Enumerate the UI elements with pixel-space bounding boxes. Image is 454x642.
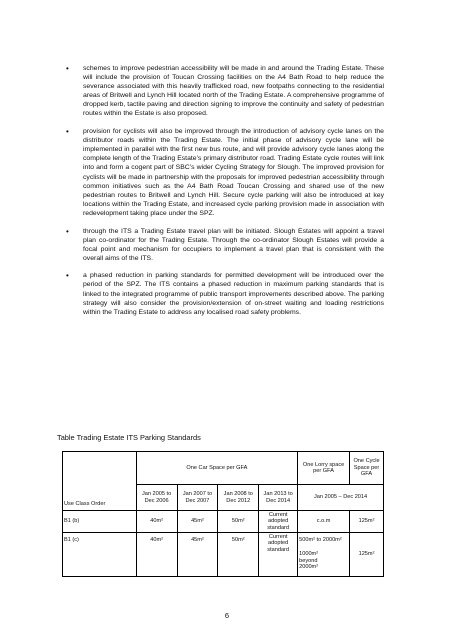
period-cell: Jan 2008 to Dec 2012: [218, 485, 259, 511]
table-cell: 40m²: [136, 511, 177, 533]
table-row: [63, 533, 384, 577]
bullet-list: [66, 64, 384, 325]
period-cell: Jan 2005 to Dec 2006: [136, 485, 177, 511]
header-car: One Car Space per GFA: [136, 452, 297, 485]
bullet-travel-plan: [66, 227, 384, 263]
bullet-text: a phased reduction in parking standards for permitted development will be introduced over the period of the SPZ. The ITS contains a phased reduction in maximum parking standards that is linked to the integrated programme of public transport improvements described above. The parking strategy will also consider the provision/extension of on-street waiting and loading restrictions within the Trading Estate to address any localised road safety problems.: [83, 272, 384, 316]
header-cycle: One Cycle Space per GFA: [350, 452, 384, 485]
bullet-cyclists: [66, 127, 384, 218]
bullet-dot-icon: •: [66, 127, 69, 137]
bullet-pedestrian: [66, 64, 384, 119]
bullet-parking: [66, 271, 384, 316]
parking-standards-table: [62, 451, 384, 577]
lorry-line: 1000m² beyond 2000m²: [299, 551, 319, 571]
bullet-text: schemes to improve pedestrian accessibility will be made in and around the Trading Estate. These will include the provision of Toucan Crossing facilities on the A4 Bath Road to help reduce the severance associated with this heavily trafficked road, new footpaths connecting to the residential areas of Britwell and Lynch Hill located north of the Trading Estate. A comprehensive programme of dropped kerb, tactile paving and direction signing to improve the continuity and safety of pedestrian routes within the Estate is also proposed.: [83, 65, 384, 118]
bullet-dot-icon: •: [66, 271, 69, 281]
table-header-row: [63, 452, 384, 485]
table-caption: Table Trading Estate ITS Parking Standards: [57, 433, 201, 442]
lorry-line: 500m² to 2000m²: [299, 537, 342, 543]
use-class-cell: B1 (c): [63, 533, 137, 577]
use-class-cell: B1 (b): [63, 511, 137, 533]
header-use-class: Use Class Order: [63, 452, 137, 511]
lorry-cell: [298, 533, 350, 577]
header-lorry: One Lorry space per GFA: [298, 452, 350, 485]
bullet-dot-icon: •: [66, 226, 69, 236]
period-cell: Jan 2007 to Dec 2007: [177, 485, 218, 511]
table-cell: Current adopted standard: [259, 511, 298, 533]
cycle-cell: 125m²: [350, 533, 384, 577]
page-number: 6: [224, 611, 230, 620]
bullet-text: provision for cyclists will also be improved through the introduction of advisory cycle lanes on the distributor roads within the Trading Estate. The initial phase of advisory cycle lane will be implemented in parallel with the first new bus route, and will provide advisory cycle lanes along the complete length of the Trading Estate’s primary distributor road. Trading Estate cycle routes will link into and form a cogent part of SBC’s wider Cycling Strategy for Slough. The improved provision for cyclists will be made in partnership with the proposals for improved pedestrian accessibility through common initiatives such as the A4 Bath Road Toucan Crossing and shared use of the new pedestrian routes to Britwell and Lynch Hill. Secure cycle parking will also be introduced at key locations within the Trading Estate, and increased cycle parking provision made in association with redevelopment taking place under the SPZ.: [83, 128, 384, 217]
bullet-text: through the ITS a Trading Estate travel plan will be initiated. Slough Estates will appoint a travel plan co-ordinator for the Trading Estate. Through the co-ordinator Slough Estates will provide a focal point and mechanism for occupiers to implement a travel plan that is consistent with the overall aims of the ITS.: [83, 227, 384, 262]
table-cell: 45m²: [177, 533, 218, 577]
bullet-dot-icon: •: [66, 64, 69, 73]
table-cell: 45m²: [177, 511, 218, 533]
cycle-cell: 125m²: [350, 511, 384, 533]
table-cell: Current adopted standard: [259, 533, 298, 577]
table-cell: 40m²: [136, 533, 177, 577]
table-row: [63, 511, 384, 533]
table-cell: 50m²: [218, 511, 259, 533]
period-cell: Jan 2013 to Dec 2014: [259, 485, 298, 511]
lorry-cell: c.o.m: [298, 511, 350, 533]
lorry-cycle-period: Jan 2005 – Dec 2014: [298, 485, 384, 511]
table-cell: 50m²: [218, 533, 259, 577]
